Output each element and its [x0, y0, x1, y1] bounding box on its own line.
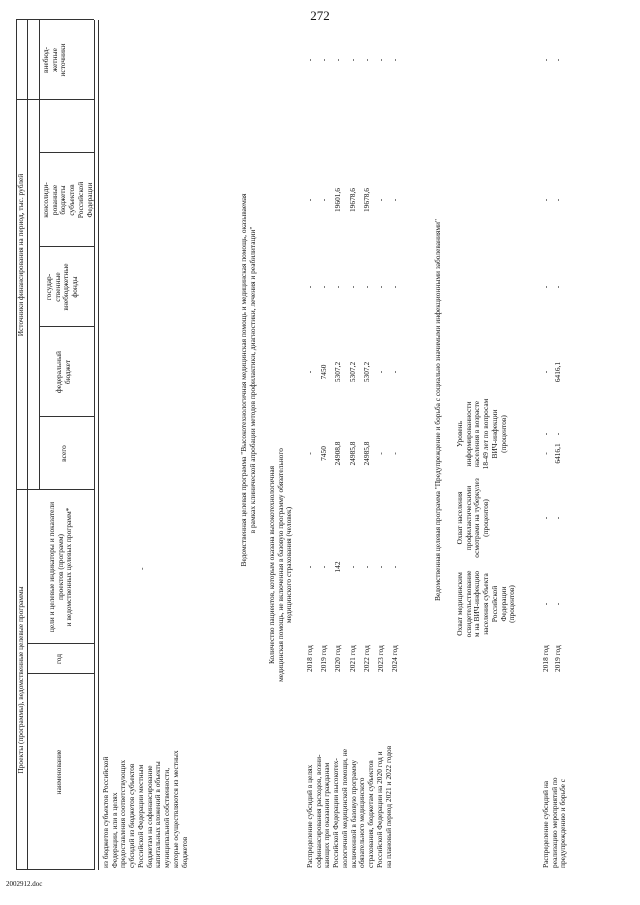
table-cell-state: -	[305, 285, 314, 289]
table-cell-extra: -	[347, 58, 357, 62]
table-cell-extra: -	[333, 58, 343, 62]
table-cell-consolidated: 19678,6	[347, 187, 357, 213]
table-cell-extra: -	[319, 58, 329, 62]
table-cell-state: -	[319, 285, 329, 289]
col-name-header: наименование	[54, 749, 63, 795]
table-cell-extra: -	[376, 58, 385, 62]
table-row-year: 2019 год	[319, 645, 329, 672]
table-cell-total: 24985,8	[361, 441, 371, 466]
table-cell-federal: -	[305, 370, 314, 374]
table-row-year: 2018 год	[541, 645, 550, 672]
table-cell-total: -	[376, 452, 385, 455]
col-state-funds-header: государ- ственные внебюджетные фонды	[44, 263, 80, 311]
projects-title: Проекты (программы), ведомственные целевые программы	[16, 586, 25, 774]
table-cell-federal: 5307,2	[347, 361, 357, 383]
table-cell-indicator: -	[347, 565, 357, 569]
page-number: 272	[310, 8, 330, 23]
table-row-year: 2018 год	[305, 645, 314, 672]
table-cell-consolidated: -	[319, 198, 329, 202]
section2-indicator2: Охват населения профилактическими осмотрами на туберкулез (процентов)	[455, 478, 491, 558]
table-cell-consolidated: -	[390, 198, 400, 202]
table-cell-federal: 5307,2	[361, 361, 371, 383]
table-cell-indicator: -	[541, 432, 550, 436]
section2-title: Ведомственная целевая программа "Предупреждение и борьба с социально значимыми инфекционными заболеваниями"	[433, 219, 442, 601]
table-cell-federal: 7450	[319, 364, 329, 380]
table-cell-state: -	[553, 285, 562, 289]
cont-goal-dash: -	[137, 567, 146, 570]
col-total-header: всего	[59, 445, 68, 462]
table-cell-consolidated: -	[553, 198, 562, 202]
table-cell-total: 6416,1	[553, 443, 562, 464]
table-cell-indicator: 142	[333, 561, 343, 573]
table-cell-indicator: -	[305, 565, 314, 569]
continuation-text: из бюджетов субъектов Российской Федерации, или в целях предоставления соответствующих субсидий из бюджетов субъектов Российской Федерации местным бюджетам на софинансирование капитальных вложений в объекты муниципальной собственности, которые осуществляются из местных бюджетов	[101, 750, 189, 868]
table-cell-indicator: -	[541, 602, 550, 606]
table-cell-extra: -	[553, 58, 562, 62]
table-cell-federal: 5307,2	[333, 361, 343, 383]
table-cell-extra: -	[390, 58, 400, 62]
table-cell-state: -	[361, 285, 371, 289]
table-cell-federal: 6416,1	[553, 361, 562, 383]
table-cell-extra: -	[541, 58, 550, 62]
table-cell-indicator: -	[390, 565, 400, 569]
table-cell-indicator: -	[553, 602, 562, 606]
table-row-year: 2023 год	[376, 645, 385, 672]
col-federal-header: федеральный бюджет	[54, 351, 72, 393]
table-row-year: 2024 год	[390, 645, 400, 672]
table-cell-indicator: -	[553, 516, 562, 520]
table-row-year: 2020 год	[333, 645, 343, 672]
table-cell-consolidated: -	[305, 198, 314, 202]
table-cell-total: 7450	[319, 446, 329, 461]
table-cell-state: -	[541, 285, 550, 289]
table-cell-indicator: -	[361, 565, 371, 569]
table-cell-state: -	[376, 285, 385, 289]
section1-indicator: Количество пациентов, которым оказана высокотехнологичная медицинская помощь, не включенная в базовую программу обязательного медицинского страхования (человек)	[267, 448, 294, 682]
col-year-header: год	[54, 653, 63, 665]
table-cell-federal: -	[541, 370, 550, 374]
section1-title: Ведомственная целевая программа "Высокотехнологичная медицинская помощь и медицинская помощь, оказываемая в рамках клинической апробации методов профилактики, диагностики, лечения и реабилитации"	[239, 193, 257, 567]
section2-indicator1: Охват медицинским освидетельствование м на ВИЧ-инфекцию населения субъекта Российской Федерации (процентов)	[455, 570, 517, 638]
footer-file: 2002912.doc	[6, 880, 43, 888]
table-cell-state: -	[347, 285, 357, 289]
table-cell-consolidated: -	[541, 198, 550, 202]
rotated-table	[10, 20, 632, 870]
table-cell-federal: -	[376, 370, 385, 374]
table-cell-total: 24985,8	[347, 441, 357, 466]
table-row-year: 2021 год	[347, 645, 357, 672]
table-cell-indicator: -	[376, 565, 385, 569]
table-cell-consolidated: 19601,6	[333, 187, 343, 213]
table-cell-total: -	[305, 452, 314, 455]
table-cell-extra: -	[361, 58, 371, 62]
table-cell-federal: -	[390, 370, 400, 374]
table-cell-total: 24908,8	[333, 441, 343, 466]
table-cell-indicator: -	[319, 565, 329, 569]
table-cell-extra: -	[305, 58, 314, 62]
col-goals-header: цели и целевые индикаторы и показатели проектов (программ) и ведомственных целевых программ*	[47, 501, 74, 633]
table-row-year: 2022 год	[361, 645, 371, 672]
table-cell-state: -	[390, 285, 400, 289]
section2-name: Распределение субсидий на реализацию мероприятий по предупреждению и борьбе с	[541, 777, 568, 868]
section2-indicator3: Уровень информированности населения в возрасте 18-49 лет по вопросам ВИЧ-инфекции (процентов)	[455, 398, 508, 470]
table-cell-total: -	[390, 452, 400, 455]
table-cell-total: -	[541, 452, 550, 455]
table-cell-indicator: -	[541, 516, 550, 520]
table-cell-state: -	[333, 285, 343, 289]
table-cell-consolidated: -	[376, 198, 385, 202]
section1-name: Распределение субсидий в целях софинансирования расходов, возни- кающих при оказании гражданам Российской Федерации высокотех- нологичной медицинской помощи, не включенной в базовую программу обязательного медицинского страхования, бюджетам субъектов Российской Федерации на 2020 год и на плановый период 2021 и 2022 годов	[305, 745, 393, 868]
table-row-year: 2019 год	[553, 645, 562, 672]
table-cell-consolidated: 19678,6	[361, 187, 371, 213]
col-consolidated-header: консолиди- рованные бюджеты субъектов Российской Федерации	[41, 181, 94, 219]
table-cell-indicator: -	[553, 432, 562, 436]
col-extra-header: внебюд- жетные источники	[41, 43, 68, 77]
sources-title: Источники финансирования на период, тыс. рублей	[16, 173, 25, 337]
